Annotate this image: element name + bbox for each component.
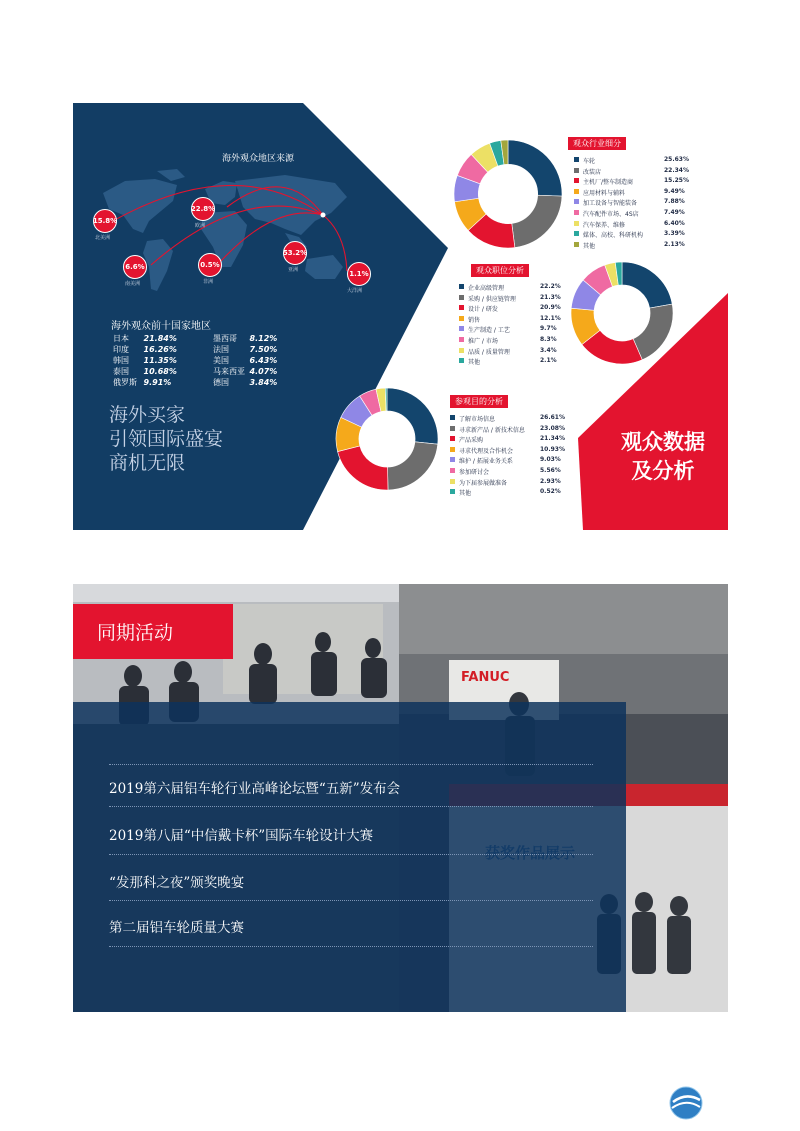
legend-swatch (450, 447, 455, 452)
legend-value: 2.1% (540, 357, 557, 365)
legend-swatch (450, 415, 455, 420)
legend-item (574, 177, 689, 187)
legend-swatch (450, 436, 455, 441)
legend-label: 品质 / 质量管理 (468, 348, 510, 356)
legend-value: 0.52% (540, 488, 561, 496)
legend-swatch (450, 479, 455, 484)
legend-label: 了解市场信息 (459, 416, 496, 423)
legend-swatch (574, 210, 579, 215)
legend-item (450, 456, 562, 465)
audience-data-title (598, 428, 728, 486)
legend-item (574, 188, 684, 197)
legend-item (459, 347, 563, 356)
legend-item (574, 156, 689, 165)
region-name-europe: 欧洲 (195, 223, 206, 229)
country-row: 马来西亚 4.07% (213, 367, 278, 376)
audience-data-title-line: 及分析 (631, 459, 695, 483)
activities-overlay (73, 702, 626, 1012)
legend-label: 寻求新产品 / 新技术信息 (459, 426, 525, 434)
legend-label: 其他 (583, 242, 596, 250)
legend-value: 6.40% (664, 219, 685, 227)
activity-item-award-dinner: “发那科之夜”颁奖晚宴 (109, 875, 245, 891)
legend-label: 参加研讨会 (459, 469, 490, 476)
legend-item (459, 357, 563, 366)
legend-value: 26.61% (540, 414, 565, 421)
donut-slice (338, 446, 388, 490)
region-bubble-north-america: 15.8% (93, 209, 117, 233)
legend-label: 主机厂/整车制造商 (583, 179, 634, 187)
legend-label: 销售 (468, 316, 481, 324)
legend-swatch (574, 221, 579, 226)
divider (109, 946, 593, 947)
divider (109, 764, 593, 765)
legend-swatch (459, 305, 464, 310)
legend-value: 20.9% (540, 304, 561, 312)
legend-value: 7.49% (664, 209, 685, 216)
country-row: 韩国 11.35% (113, 356, 177, 365)
legend-swatch (459, 348, 464, 353)
legend-item (459, 315, 563, 324)
region-name-asia: 亚洲 (288, 267, 299, 273)
divider (109, 854, 593, 855)
legend-swatch (450, 468, 455, 473)
purpose-donut-chart (335, 387, 439, 491)
legend-item (574, 241, 684, 250)
donut-slice (633, 304, 673, 360)
legend-swatch (459, 284, 464, 289)
legend-item (450, 467, 562, 476)
region-bubble-oceania: 1.1% (347, 262, 371, 286)
legend-item (450, 435, 565, 445)
legend-item (450, 488, 562, 497)
country-row: 德国 3.84% (213, 378, 278, 387)
donut-slice (508, 140, 562, 196)
donut-slice (622, 262, 672, 308)
region-name-north-america: 北美洲 (95, 235, 111, 241)
legend-item (574, 209, 684, 218)
divider (109, 806, 593, 807)
concurrent-activities-section (73, 584, 728, 1012)
legend-value: 22.2% (540, 283, 561, 290)
activity-item-quality-contest: 第二届铝车轮质量大赛 (109, 920, 244, 936)
slogan-line: 商机无限 (109, 452, 186, 474)
legend-item (574, 166, 689, 176)
legend-item (459, 294, 563, 303)
legend-value: 9.49% (664, 187, 685, 195)
legend-value: 12.1% (540, 314, 561, 322)
legend-swatch (459, 316, 464, 321)
legend-label: 媒体、高校、科研机构 (583, 232, 644, 240)
legend-swatch (574, 199, 579, 204)
legend-value: 8.3% (540, 336, 557, 343)
legend-label: 汽车保养、维修 (583, 221, 626, 229)
legend-item (450, 478, 562, 487)
donut-slice (512, 195, 562, 247)
position-legend-title: 观众职位分析 (471, 264, 529, 277)
legend-value: 3.39% (664, 230, 685, 238)
legend-value: 10.93% (540, 445, 565, 453)
activities-header (73, 604, 233, 659)
activities-title: 同期活动 (97, 622, 174, 644)
legend-label: 企业高级管理 (468, 285, 505, 292)
legend-item (574, 198, 684, 207)
legend-item (574, 230, 684, 239)
legend-swatch (459, 358, 464, 363)
legend-swatch (574, 189, 579, 194)
region-bubble-asia: 53.2% (283, 241, 307, 265)
legend-item (574, 220, 684, 229)
activity-item-forum: 2019第六届铝车轮行业高峰论坛暨“五新”发布会 (109, 781, 401, 797)
legend-swatch (459, 295, 464, 300)
globe-logo-icon (669, 1086, 703, 1120)
purpose-legend-title: 参观目的分析 (450, 395, 508, 408)
legend-item (459, 283, 563, 292)
legend-label: 应用材料与辅料 (583, 189, 626, 197)
slogan-line: 引领国际盛宴 (109, 428, 224, 450)
legend-label: 其他 (459, 490, 472, 498)
legend-item (450, 414, 565, 423)
map-title: 海外观众地区来源 (221, 154, 294, 164)
legend-value: 3.4% (540, 346, 557, 354)
legend-label: 加工设备与智能装备 (583, 200, 638, 208)
region-bubble-europe: 22.8% (191, 197, 215, 221)
legend-value: 22.34% (664, 166, 689, 174)
country-row: 印度 16.26% (113, 345, 177, 354)
country-row: 泰国 10.68% (113, 367, 177, 376)
legend-label: 推广 / 市场 (468, 338, 498, 345)
activity-item-design-contest: 2019第八届“中信戴卡杯”国际车轮设计大赛 (109, 828, 374, 844)
legend-label: 生产制造 / 工艺 (468, 327, 510, 335)
divider (109, 900, 593, 901)
legend-swatch (574, 231, 579, 236)
legend-value: 5.56% (540, 467, 561, 474)
legend-value: 23.08% (540, 424, 565, 432)
legend-swatch (574, 157, 579, 162)
slogan (109, 403, 223, 475)
legend-value: 21.34% (540, 435, 565, 443)
region-bubble-south-america: 6.6% (123, 255, 147, 279)
legend-swatch (574, 178, 579, 183)
legend-item (459, 304, 563, 313)
country-row: 日本 21.84% (113, 334, 177, 343)
country-row: 墨西哥 8.12% (213, 334, 278, 343)
legend-label: 产品采购 (459, 437, 484, 445)
country-row: 法国 7.50% (213, 345, 278, 354)
legend-value: 9.03% (540, 456, 561, 464)
legend-label: 采购 / 供应链管理 (468, 295, 516, 303)
legend-label: 维护 / 拓展业务关系 (459, 458, 513, 466)
region-name-africa: 非洲 (203, 279, 214, 285)
legend-value: 9.7% (540, 325, 557, 333)
country-row: 俄罗斯 9.91% (113, 378, 172, 387)
legend-label: 其他 (468, 359, 481, 367)
legend-label: 设计 / 研发 (468, 306, 498, 314)
donut-slice (387, 388, 438, 444)
legend-value: 2.13% (664, 240, 685, 248)
industry-donut-chart (453, 139, 563, 249)
industry-legend-title: 观众行业细分 (568, 137, 626, 150)
legend-value: 25.63% (664, 156, 689, 163)
legend-item (450, 445, 565, 455)
legend-value: 7.88% (664, 198, 685, 206)
region-name-south-america: 南美洲 (125, 281, 141, 287)
legend-value: 2.93% (540, 477, 561, 485)
legend-swatch (459, 337, 464, 342)
region-bubble-africa: 0.5% (198, 253, 222, 277)
legend-value: 15.25% (664, 177, 689, 185)
legend-swatch (574, 168, 579, 173)
legend-label: 汽车配件市场、4S店 (583, 211, 639, 218)
legend-label: 车轮 (583, 158, 596, 165)
legend-value: 21.3% (540, 293, 561, 301)
legend-label: 寻求代理及合作机会 (459, 447, 514, 455)
region-name-oceania: 大洋洲 (347, 288, 363, 294)
legend-swatch (459, 326, 464, 331)
country-row: 美国 6.43% (213, 356, 278, 365)
legend-item (459, 336, 563, 345)
legend-item (450, 424, 565, 434)
legend-item (459, 325, 563, 334)
audience-data-title-line: 观众数据 (621, 430, 705, 454)
legend-label: 为下届参展做准备 (459, 479, 508, 487)
slogan-line: 海外买家 (109, 404, 186, 426)
audience-data-section (73, 103, 728, 530)
position-donut-chart (570, 261, 674, 365)
top-countries-title: 海外观众前十国家地区 (111, 321, 211, 332)
fanuc-sign: FANUC (461, 670, 510, 685)
legend-swatch (450, 457, 455, 462)
legend-swatch (450, 489, 455, 494)
donut-slice (388, 442, 438, 490)
legend-label: 改装店 (583, 168, 602, 176)
legend-swatch (574, 242, 579, 247)
legend-swatch (450, 426, 455, 431)
